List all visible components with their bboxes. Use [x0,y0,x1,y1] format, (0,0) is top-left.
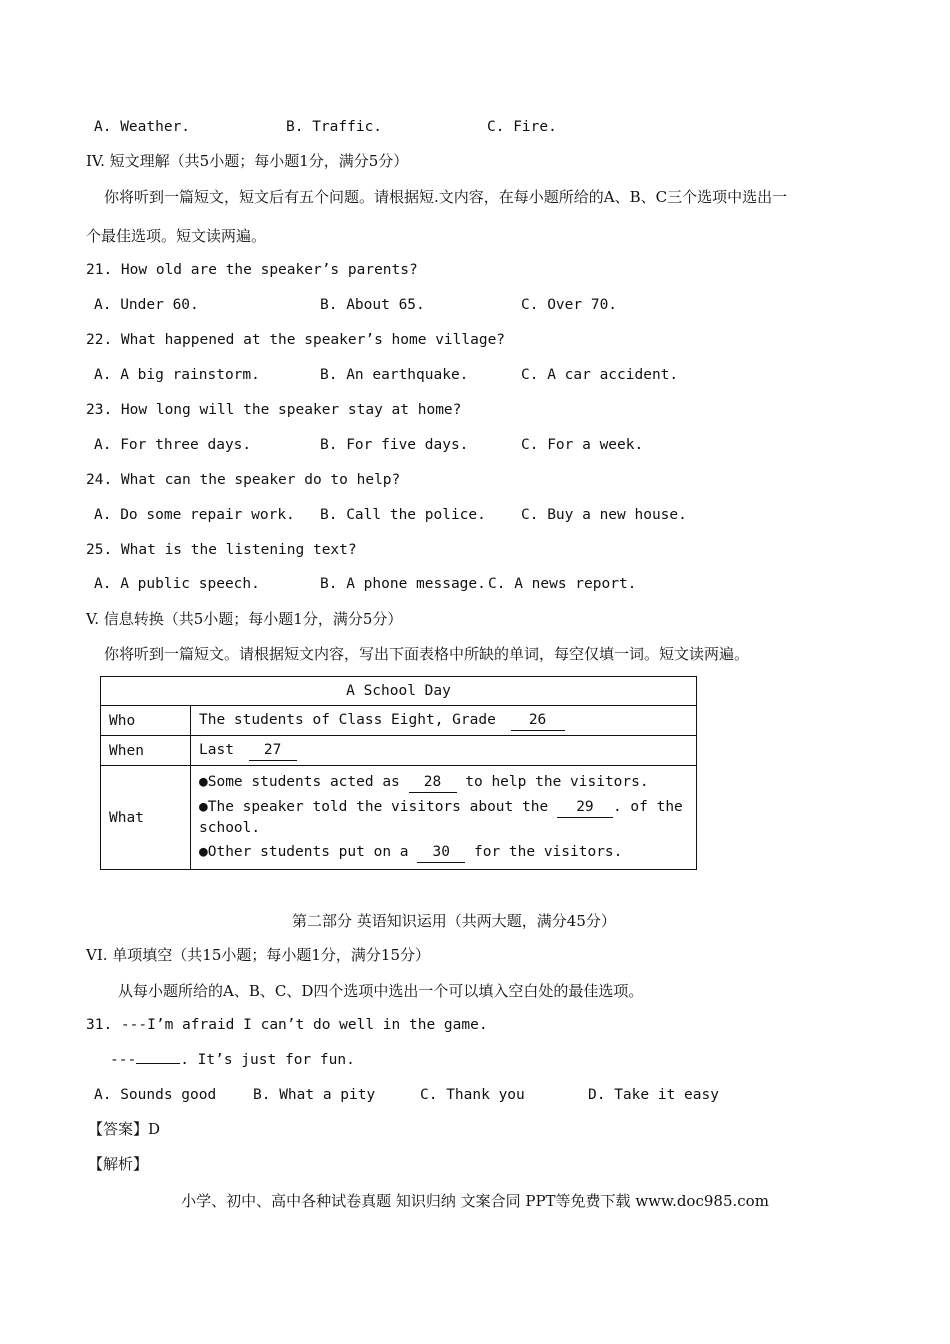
page-footer: 小学、初中、高中各种试卷真题 知识归纳 文案合同 PPT等免费下载 www.doc985.com [181,1192,769,1210]
section5-heading: V. 信息转换（共5小题；每小题1分，满分5分） [86,610,403,628]
bullet-1-text: ●Some students acted as [199,774,400,790]
bullet-1-tail: to help the visitors. [465,774,649,790]
who-text: The students of Class Eight, Grade [199,712,496,728]
q25-option-c: C. A news report. [488,576,637,592]
reply-prefix: --- [110,1052,137,1068]
q22-option-c: C. A car accident. [521,367,679,383]
analysis-label: 【解析】 [88,1155,149,1173]
what-cell [191,766,697,870]
what-bullet-2 [199,795,688,840]
section5-instruction: 你将听到一篇短文。请根据短文内容，写出下面表格中所缺的单词，每空仅填一词。短文读两遍。 [104,645,750,663]
who-cell [191,706,697,736]
section4-instruction-1: 你将听到一篇短文，短文后有五个问题。请根据短.文内容，在每小题所给的A、B、C三个选项中选出一 [104,188,788,206]
q25-option-b: B. A phone message. [320,576,486,592]
q22-option-b: B. An earthquake. [320,367,469,383]
bullet-3-text: ●Other students put on a [199,844,409,860]
when-label: When [101,736,191,766]
bullet-2-text: ●The speaker told the visitors about the [199,799,549,815]
q23-option-a: A. For three days. [94,437,252,453]
blank-29: 29 [557,797,613,818]
question-31-reply [110,1050,355,1070]
blank-30: 30 [417,842,465,863]
q31-option-d: D. Take it easy [588,1087,719,1103]
section4-heading: IV. 短文理解（共5小题；每小题1分，满分5分） [86,152,409,170]
q20-option-c: C. Fire. [487,119,557,135]
bullet-2-tail: . of the school. [199,799,683,836]
q23-option-b: B. For five days. [320,437,469,453]
q25-option-a: A. A public speech. [94,576,260,592]
q24-option-b: B. Call the police. [320,507,486,523]
who-label: Who [101,706,191,736]
q24-option-a: A. Do some repair work. [94,507,295,523]
when-cell [191,736,697,766]
question-31: 31. ---I’m afraid I can’t do well in the game. [86,1017,488,1033]
q31-blank [136,1063,180,1064]
section4-instruction-2: 个最佳选项。短文读两遍。 [86,227,267,245]
question-23: 23. How long will the speaker stay at home? [86,402,462,418]
blank-28: 28 [409,772,457,793]
what-bullet-3 [199,840,688,865]
part2-heading: 第二部分 英语知识运用（共两大题，满分45分） [292,912,616,930]
answer-label: 【答案】D [88,1120,161,1138]
q20-option-b: B. Traffic. [286,119,383,135]
q31-option-a: A. Sounds good [94,1087,217,1103]
q21-option-c: C. Over 70. [521,297,618,313]
q23-option-c: C. For a week. [521,437,644,453]
what-label: What [101,766,191,870]
question-25: 25. What is the listening text? [86,542,357,558]
table-title: A School Day [101,677,697,706]
section6-heading: VI. 单项填空（共15小题；每小题1分，满分15分） [86,946,431,964]
q21-option-a: A. Under 60. [94,297,199,313]
q21-option-b: B. About 65. [320,297,425,313]
question-22: 22. What happened at the speaker’s home village? [86,332,506,348]
q24-option-c: C. Buy a new house. [521,507,687,523]
blank-27: 27 [249,740,297,761]
q20-option-a: A. Weather. [94,119,191,135]
q31-option-b: B. What a pity [253,1087,376,1103]
school-day-table [100,676,697,870]
section6-instruction: 从每小题所给的A、B、C、D四个选项中选出一个可以填入空白处的最佳选项。 [118,982,644,1000]
q31-option-c: C. Thank you [420,1087,525,1103]
q22-option-a: A. A big rainstorm. [94,367,260,383]
blank-26: 26 [511,710,565,731]
when-text: Last [199,742,234,758]
question-21: 21. How old are the speaker’s parents? [86,262,418,278]
question-24: 24. What can the speaker do to help? [86,472,401,488]
bullet-3-tail: for the visitors. [473,844,623,860]
what-bullet-1 [199,770,688,795]
reply-suffix: . It’s just for fun. [180,1052,355,1068]
